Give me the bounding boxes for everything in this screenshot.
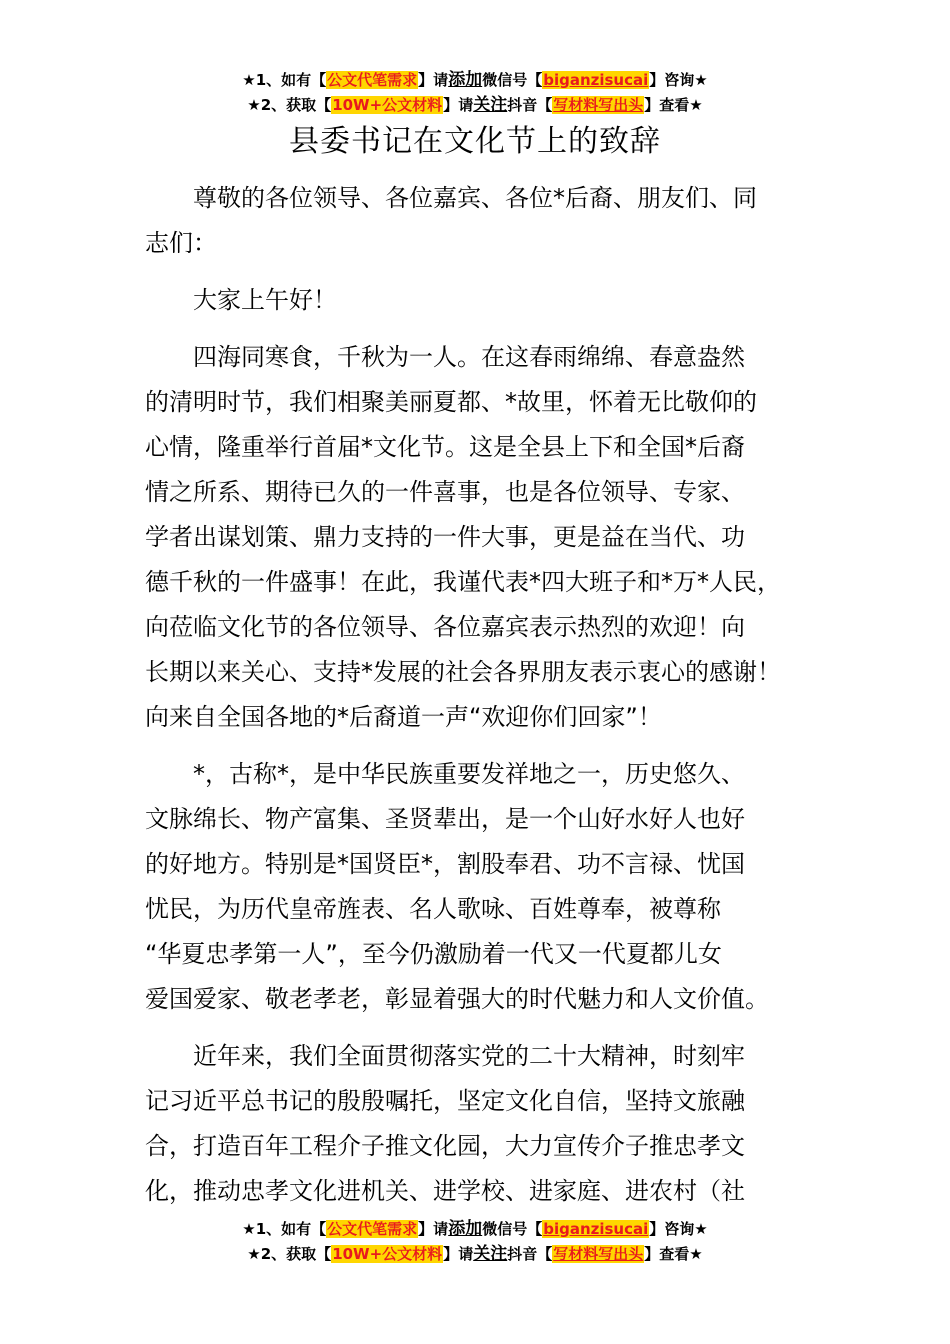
highlight-wechat-id: biganzisucai — [543, 1220, 649, 1238]
banner-text: ★1、如有【 — [242, 1220, 327, 1238]
banner-line-2 — [0, 93, 950, 118]
highlight-materials: 10W+公文材料 — [332, 1245, 443, 1263]
text-line: 心情，隆重举行首届*文化节。这是全县上下和全国*后裔 — [145, 433, 745, 461]
highlight-wechat-id: biganzisucai — [543, 71, 649, 89]
banner-emphasis: 关注 — [473, 1244, 508, 1264]
text-line: 爱国爱家、敬老孝老，彰显着强大的时代魅力和人文价值。 — [145, 985, 769, 1013]
header-banner — [0, 68, 950, 118]
text-line: *，古称*，是中华民族重要发祥地之一，历史悠久、 — [193, 760, 745, 788]
text-line: 近年来，我们全面贯彻落实党的二十大精神，时刻牢 — [193, 1042, 745, 1070]
text-line: 记习近平总书记的殷殷嘱托，坚定文化自信，坚持文旅融 — [145, 1087, 745, 1115]
banner-text: ★1、如有【 — [242, 71, 327, 89]
text-line: 的清明时节，我们相聚美丽夏都、*故里，怀着无比敬仰的 — [145, 388, 757, 416]
banner-emphasis: 关注 — [473, 95, 508, 115]
banner-line-2 — [0, 1242, 950, 1267]
highlight-service: 公文代笔需求 — [327, 71, 418, 89]
paragraph — [145, 278, 825, 323]
text-line: 忧民，为历代皇帝旌表、名人歌咏、百姓尊奉，被尊称 — [145, 895, 721, 923]
document-title: 县委书记在文化节上的致辞 — [289, 124, 661, 159]
text-line: 志们： — [145, 229, 217, 257]
text-line: 学者出谋划策、鼎力支持的一件大事，更是益在当代、功 — [145, 523, 745, 551]
highlight-materials: 10W+公文材料 — [332, 96, 443, 114]
highlight-service: 公文代笔需求 — [327, 1220, 418, 1238]
text-line: 四海同寒食，千秋为一人。在这春雨绵绵、春意盎然 — [193, 343, 745, 371]
banner-text: ★2、获取【 — [247, 96, 332, 114]
banner-text: 】请 — [443, 96, 474, 114]
text-line: 文脉绵长、物产富集、圣贤辈出，是一个山好水好人也好 — [145, 805, 745, 833]
paragraph — [145, 176, 825, 266]
banner-text: 】查看★ — [644, 1245, 703, 1263]
banner-text: 】查看★ — [644, 96, 703, 114]
text-line: 合，打造百年工程介子推文化园，大力宣传介子推忠孝文 — [145, 1132, 745, 1160]
banner-emphasis: 添加 — [448, 1219, 483, 1239]
text-line: 长期以来关心、支持*发展的社会各界朋友表示衷心的感谢！ — [145, 658, 781, 686]
text-line: 尊敬的各位领导、各位嘉宾、各位*后裔、朋友们、同 — [193, 184, 757, 212]
banner-line-1 — [0, 68, 950, 93]
paragraph — [145, 1034, 825, 1214]
banner-text: 】请 — [418, 1220, 449, 1238]
banner-text: 微信号【 — [482, 1220, 543, 1238]
paragraph — [145, 335, 825, 740]
text-line: 向莅临文化节的各位领导、各位嘉宾表示热烈的欢迎！向 — [145, 613, 745, 641]
banner-text: 抖音【 — [507, 96, 553, 114]
text-line: “华夏忠孝第一人”，至今仍激励着一代又一代夏都儿女 — [145, 940, 722, 968]
banner-text: ★2、获取【 — [247, 1245, 332, 1263]
document-body — [145, 176, 825, 1226]
paragraph — [145, 752, 825, 1022]
highlight-douyin: 写材料写出头 — [553, 96, 644, 114]
banner-text: 】请 — [418, 71, 449, 89]
banner-text: 】请 — [443, 1245, 474, 1263]
text-line: 向来自全国各地的*后裔道一声“欢迎你们回家”！ — [145, 703, 662, 731]
text-line: 大家上午好！ — [193, 286, 337, 314]
banner-line-1 — [0, 1217, 950, 1242]
banner-text: 】咨询★ — [649, 71, 708, 89]
banner-text: 微信号【 — [482, 71, 543, 89]
footer-banner — [0, 1217, 950, 1267]
highlight-douyin: 写材料写出头 — [553, 1245, 644, 1263]
banner-text: 抖音【 — [507, 1245, 553, 1263]
text-line: 化，推动忠孝文化进机关、进学校、进家庭、进农村（社 — [145, 1177, 745, 1205]
text-line: 德千秋的一件盛事！在此，我谨代表*四大班子和*万*人民， — [145, 568, 781, 596]
text-line: 的好地方。特别是*国贤臣*，割股奉君、功不言禄、忧国 — [145, 850, 745, 878]
banner-emphasis: 添加 — [448, 70, 483, 90]
text-line: 情之所系、期待已久的一件喜事，也是各位领导、专家、 — [145, 478, 745, 506]
banner-text: 】咨询★ — [649, 1220, 708, 1238]
